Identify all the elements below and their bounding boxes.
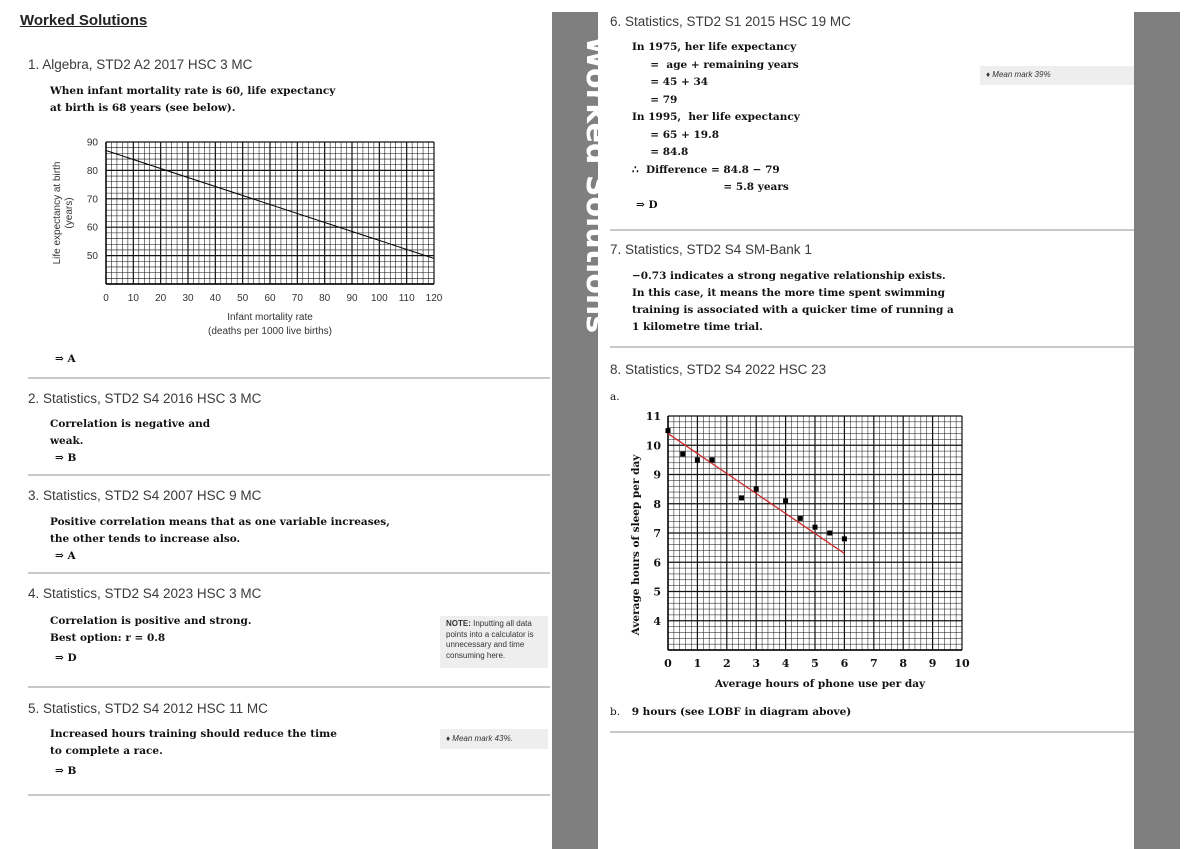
solution-text [632,268,954,336]
sidebar-title [554,36,614,356]
page-title: Worked Solutions [20,12,148,29]
note-box [440,616,548,668]
y-tick-label: 80 [86,165,98,177]
x-tick-label: 10 [954,657,970,670]
divider [28,474,550,476]
question-heading: 7. Statistics, STD2 S4 SM-Bank 1 [610,242,812,257]
y-axis-label: (years) [64,197,75,229]
divider [28,572,550,574]
data-point [813,525,818,530]
question-heading: 3. Statistics, STD2 S4 2007 HSC 9 MC [28,488,262,503]
solution-line: −0.73 indicates a strong negative relationship exists. [632,270,946,282]
part-a-label: a. [610,391,620,403]
solution-line: Correlation is positive and strong. [50,615,252,627]
solution-line: weak. [50,435,84,447]
solution-line: = age + remaining years [632,58,799,71]
answer: ⇒ B [55,765,77,777]
question-heading: 2. Statistics, STD2 S4 2016 HSC 3 MC [28,391,262,406]
x-tick-label: 5 [811,657,819,670]
solution-text [50,83,335,117]
y-tick-label: 10 [645,439,661,453]
data-point [739,495,744,500]
y-tick-label: 70 [86,194,98,206]
solution-line: = 45 + 34 [632,76,709,88]
x-tick-label: 4 [781,657,790,670]
divider [28,686,550,688]
data-point [680,452,685,457]
solution-text [50,613,251,647]
solution-line: When infant mortality rate is 60, life expectancy [50,85,336,97]
data-point [798,516,803,521]
x-tick-label: 30 [182,293,194,304]
solution-line: In 1975, her life expectancy [632,41,797,53]
data-point [827,531,832,536]
solution-text [50,726,337,760]
x-tick-label: 80 [319,293,331,304]
solution-line: Increased hours training should reduce the time [50,728,337,740]
data-point [783,498,788,503]
x-tick-label: 20 [155,293,167,304]
mean-mark-note: ♦ Mean mark 39% [980,66,1134,85]
note-label: NOTE: [446,619,471,628]
solution-line: training is associated with a quicker time of running a [632,304,954,316]
right-sidebar [1134,12,1180,849]
x-tick-label: 7 [869,657,878,670]
x-tick-label: 90 [346,293,358,304]
question-heading: 8. Statistics, STD2 S4 2022 HSC 23 [610,362,827,377]
x-tick-label: 60 [264,293,276,304]
x-tick-label: 0 [103,293,109,304]
answer: ⇒ A [55,353,76,365]
divider [610,346,1134,348]
solution-line: Best option: r = 0.8 [50,632,166,644]
question-heading: 5. Statistics, STD2 S4 2012 HSC 11 MC [28,701,268,716]
y-tick-label: 7 [653,527,661,540]
solution-line: Correlation is negative and [50,418,211,430]
x-tick-label: 1 [693,657,702,670]
solution-line: = 65 + 19.8 [632,128,720,141]
answer: ⇒ B [55,452,77,464]
x-tick-label: 2 [722,657,731,670]
divider [610,731,1134,733]
y-tick-label: 9 [653,468,661,482]
answer: ⇒ A [55,550,76,562]
x-axis-label: Infant mortality rate [227,312,313,323]
solution-line: = 84.8 [632,146,689,158]
solution-line: the other tends to increase also. [50,533,241,545]
y-tick-label: 8 [653,497,661,511]
y-tick-label: 90 [86,137,98,149]
solution-text [632,39,800,214]
life-expectancy-chart [40,130,460,345]
y-tick-label: 60 [86,222,98,234]
data-point [666,428,671,433]
answer: ⇒ D [636,198,658,211]
solution-line: to complete a race. [50,745,163,757]
note-line: Inputting all data [473,619,532,628]
part-b [610,704,851,721]
x-tick-label: 100 [370,293,388,304]
x-tick-label: 0 [664,657,672,670]
question-heading: 6. Statistics, STD2 S1 2015 HSC 19 MC [610,14,851,29]
note-line: points into a calculator is [446,629,534,639]
note-line: unnecessary and time [446,640,525,649]
x-tick-label: 110 [398,293,415,304]
solution-text [50,514,390,548]
divider [610,229,1134,231]
divider [28,377,550,379]
data-point [710,457,715,462]
mean-mark-note: ♦ Mean mark 43%. [440,729,548,749]
x-tick-label: 6 [840,657,849,670]
answer: ⇒ D [55,652,77,664]
question-heading: 4. Statistics, STD2 S4 2023 HSC 3 MC [28,586,262,601]
y-tick-label: 5 [653,585,661,599]
x-tick-label: 120 [425,293,443,304]
x-tick-label: 70 [291,293,303,304]
note-line: consuming here. [446,650,506,660]
question-heading: 1. Algebra, STD2 A2 2017 HSC 3 MC [28,57,253,72]
solution-line: In this case, it means the more time spent swimming [632,287,945,299]
y-tick-label: 4 [653,614,661,628]
solution-line: Positive correlation means that as one variable increases, [50,516,390,528]
data-point [695,457,700,462]
solution-line: In 1995, her life expectancy [632,111,800,123]
y-axis-label: Average hours of sleep per day [630,454,642,636]
x-axis-label: Average hours of phone use per day [714,678,926,690]
divider [28,794,550,796]
solution-line: = 79 [632,93,678,106]
y-tick-label: 6 [653,556,661,570]
solution-text [50,416,210,450]
sidebar-title-text: Worked Solutions [579,36,614,334]
solution-line: ∴ Difference = 84.8 − 79 [632,163,780,176]
x-tick-label: 9 [928,657,937,670]
solution-line: 1 kilometre time trial. [632,321,763,333]
x-axis-label: (deaths per 1000 live births) [208,326,332,337]
x-tick-label: 40 [209,293,221,304]
sleep-vs-phone-chart [625,405,975,695]
x-tick-label: 8 [899,657,908,670]
y-axis-label: Life expectancy at birth [52,161,63,265]
solution-line: at birth is 68 years (see below). [50,102,236,114]
x-tick-label: 3 [752,657,761,670]
data-point [842,536,847,541]
y-tick-label: 11 [645,410,661,423]
x-tick-label: 10 [127,293,139,304]
solution-line: = 5.8 years [632,181,789,193]
part-b-label: b. [610,706,621,718]
data-point [754,487,759,492]
part-b-answer: 9 hours (see LOBF in diagram above) [631,706,852,718]
x-tick-label: 50 [237,293,249,304]
y-tick-label: 50 [86,251,98,263]
